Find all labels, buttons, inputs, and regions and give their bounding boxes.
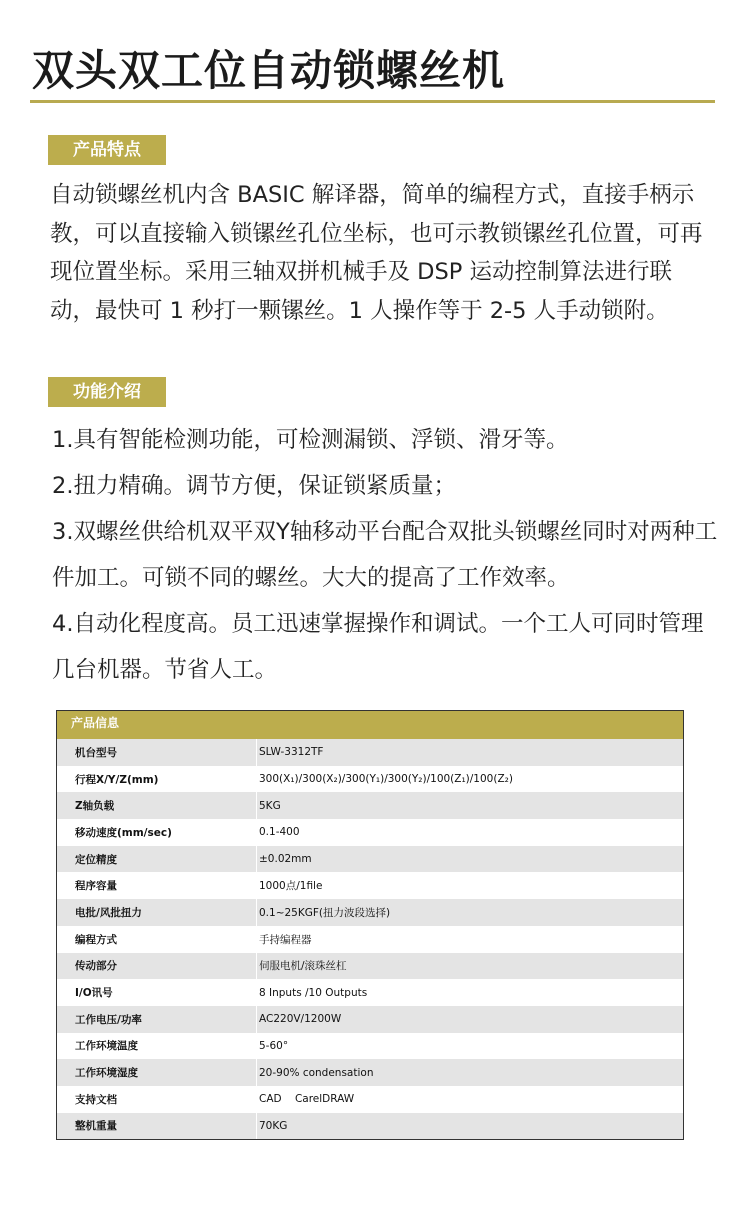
spec-key: 程序容量 xyxy=(75,880,117,893)
spec-value: 0.1~25KGF(扭力波段选择) xyxy=(259,906,391,919)
page-title: 双头双工位自动锁螺丝机 xyxy=(32,46,506,95)
spec-value: AC220V/1200W xyxy=(259,1013,342,1026)
spec-row-model xyxy=(57,739,683,766)
features-tag: 产品特点 xyxy=(48,135,166,165)
spec-value: ±0.02mm xyxy=(259,853,312,866)
spec-key: 电批/风批扭力 xyxy=(57,899,257,926)
title-divider xyxy=(30,100,715,103)
spec-table xyxy=(56,710,684,1140)
spec-key: 工作环境湿度 xyxy=(57,1059,257,1086)
spec-key: I/O讯号 xyxy=(75,987,113,1000)
spec-key: 行程X/Y/Z(mm) xyxy=(75,773,159,786)
spec-row-drive xyxy=(57,953,683,980)
spec-key: 编程方式 xyxy=(75,933,117,946)
spec-value: 70KG xyxy=(259,1119,288,1132)
spec-header: 产品信息 xyxy=(57,711,683,739)
function-item-4: 4.自动化程度高。员工迅速掌握操作和调试。一个工人可同时管理几台机器。节省人工。 xyxy=(52,611,704,683)
spec-value: SLW-3312TF xyxy=(259,746,324,759)
spec-key: 传动部分 xyxy=(57,953,257,980)
spec-key: 整机重量 xyxy=(57,1113,257,1140)
spec-row-precision xyxy=(57,846,683,873)
functions-list xyxy=(52,417,722,693)
spec-row-file-support xyxy=(57,1086,683,1113)
spec-key: 定位精度 xyxy=(57,846,257,873)
spec-row-program-capacity xyxy=(57,872,683,899)
spec-key: 支持文档 xyxy=(75,1093,117,1106)
functions-tag: 功能介绍 xyxy=(48,377,166,407)
spec-row-power xyxy=(57,1006,683,1033)
spec-key: 工作电压/功率 xyxy=(57,1006,257,1033)
spec-row-io xyxy=(57,979,683,1006)
spec-row-weight xyxy=(57,1113,683,1140)
spec-value: CAD CarelDRAW xyxy=(259,1093,355,1106)
spec-key: 机台型号 xyxy=(57,739,257,766)
spec-row-stroke xyxy=(57,766,683,793)
spec-value: 伺服电机/滚珠丝杠 xyxy=(259,960,347,973)
function-item-3: 3.双螺丝供给机双平双Y轴移动平台配合双批头锁螺丝同时对两种工件加工。可锁不同的螺丝。大大的提高了工作效率。 xyxy=(52,519,718,591)
spec-key: 工作环境温度 xyxy=(75,1040,138,1053)
spec-row-temperature xyxy=(57,1033,683,1060)
spec-value: 0.1-400 xyxy=(259,826,300,839)
spec-value: 5-60° xyxy=(259,1039,289,1052)
function-item-2: 2.扭力精确。调节方便，保证锁紧质量； xyxy=(52,473,456,499)
spec-value: 20-90% condensation xyxy=(259,1066,374,1079)
spec-row-speed xyxy=(57,819,683,846)
spec-row-programming xyxy=(57,926,683,953)
spec-value: 1000点/1file xyxy=(259,880,323,893)
spec-key: Z轴负载 xyxy=(57,792,257,819)
features-text: 自动锁螺丝机内含 BASIC 解译器，简单的编程方式，直接手柄示教，可以直接输入锁镙丝孔位坐标，也可示教锁镙丝孔位置，可再现位置坐标。采用三轴双拼机械手及 DSP 运动控制算法进行联动，最快可 1 秒打一颗镙丝。1 人操作等于 2-5 人手动锁附。 xyxy=(50,182,703,324)
spec-value: 手持编程器 xyxy=(259,933,312,946)
function-item-1: 1.具有智能检测功能，可检测漏锁、浮锁、滑牙等。 xyxy=(52,427,569,453)
spec-row-torque xyxy=(57,899,683,926)
spec-row-z-load xyxy=(57,792,683,819)
spec-row-humidity xyxy=(57,1059,683,1086)
spec-value: 5KG xyxy=(259,799,281,812)
spec-key: 移动速度(mm/sec) xyxy=(75,826,172,839)
spec-value: 300(X₁)/300(X₂)/300(Y₁)/300(Y₂)/100(Z₁)/100(Z₂) xyxy=(259,773,513,786)
spec-value: 8 Inputs /10 Outputs xyxy=(259,986,368,999)
